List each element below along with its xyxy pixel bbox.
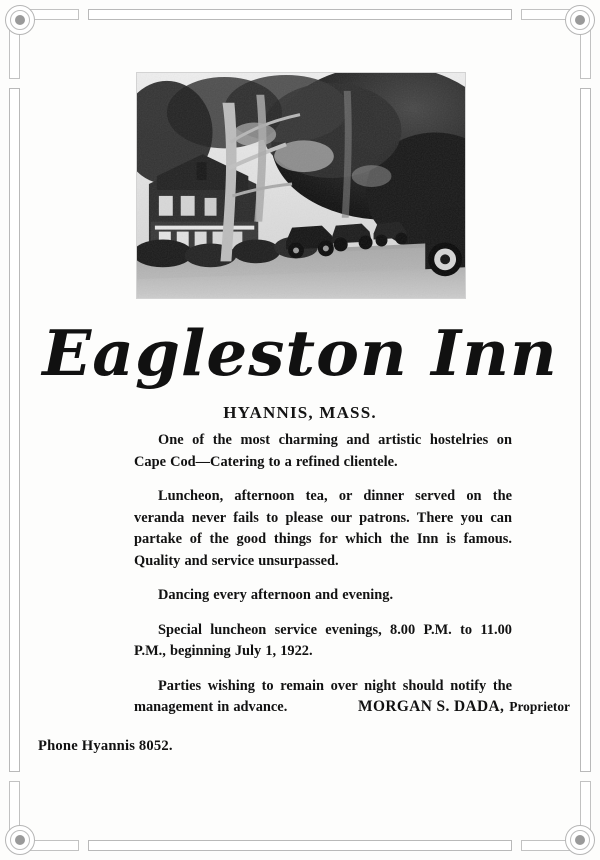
inn-photograph [136, 72, 466, 299]
frame-stub-bottom-left-horizontal [29, 840, 79, 851]
proprietor-role: Proprietor [509, 699, 570, 714]
frame-rail-bottom [88, 840, 512, 851]
frame-stub-bottom-right-vertical [580, 781, 591, 831]
proprietor-line [358, 698, 570, 716]
title-block [30, 316, 570, 423]
paragraph: Dancing every afternoon and evening. [158, 587, 394, 603]
paragraph: One of the most charming and artistic hostelries on Cape Cod—Catering to a refined clientele. [134, 432, 512, 470]
frame-stub-top-right-vertical [580, 29, 591, 79]
advertisement-content [30, 26, 570, 834]
page-title: Eagleston Inn [42, 316, 558, 390]
frame-stub-top-right-horizontal [521, 9, 571, 20]
paragraph: Parties wishing to remain over night should notify the management in advance. [134, 677, 512, 715]
frame-rail-left [9, 88, 20, 772]
inn-photograph-image [136, 72, 466, 299]
frame-rail-right [580, 88, 591, 772]
proprietor-name: MORGAN S. DADA, [358, 698, 505, 715]
phone-number: Phone Hyannis 8052. [38, 738, 173, 754]
frame-stub-top-left-vertical [9, 29, 20, 79]
location-subtitle: HYANNIS, MASS. [223, 403, 377, 422]
frame-stub-bottom-right-horizontal [521, 840, 571, 851]
frame-stub-bottom-left-vertical [9, 781, 20, 831]
body-copy [134, 430, 512, 719]
paragraph: Luncheon, afternoon tea, or dinner served on the veranda never fails to please our patrons. There you can partake of the good things for which the Inn is famous. Quality and service unsurpassed. [134, 488, 512, 569]
frame-stub-top-left-horizontal [29, 9, 79, 20]
paragraph: Special luncheon service evenings, 8.00 P.M. to 11.00 P.M., beginning July 1, 1922. [134, 621, 512, 659]
frame-rail-top [88, 9, 512, 20]
